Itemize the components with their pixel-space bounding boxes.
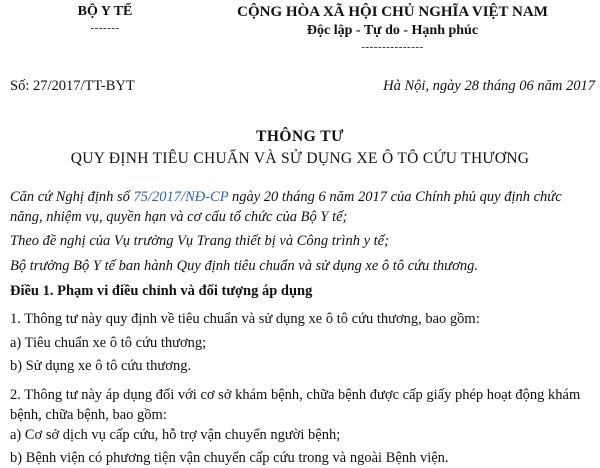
clause-2: 2. Thông tư này áp dụng đối với cơ sở khám bệnh, chữa bệnh được cấp giấy phép hoạt động khám bệnh, chữa bệnh, bao gồm: (10, 387, 581, 423)
document-type: THÔNG TƯ (256, 128, 344, 145)
document-title: QUY ĐỊNH TIÊU CHUẨN VÀ SỬ DỤNG XE Ô TÔ CỨU THƯƠNG (70, 150, 530, 167)
national-motto: Độc lập - Tự do - Hạnh phúc (306, 23, 479, 38)
article-1-heading: Điều 1. Phạm vi điều chỉnh và đối tượng áp dụng (10, 283, 313, 299)
legal-basis-prefix: Căn cứ Nghị định số (10, 189, 134, 205)
clause-1: 1. Thông tư này quy định về tiêu chuẩn và sử dụng xe ô tô cứu thương, bao gồm: (10, 311, 480, 327)
clause-2-point-a: a) Cơ sở dịch vụ cấp cứu, hỗ trợ vận chuyển người bệnh; (10, 427, 341, 443)
motto-underline: --------------- (361, 41, 424, 53)
ministry-underline: ------- (90, 22, 120, 34)
place-and-date: Hà Nội, ngày 28 tháng 06 năm 2017 (383, 78, 595, 94)
proposal-paragraph: Theo đề nghị của Vụ trưởng Vụ Trang thiết bị và Công trình y tế; (10, 233, 389, 249)
decree-link[interactable]: 75/2017/NĐ-CP (133, 189, 229, 205)
document-number: Số: 27/2017/TT-BYT (10, 78, 135, 94)
clause-1-point-a: a) Tiêu chuẩn xe ô tô cứu thương; (10, 335, 207, 351)
enactment-paragraph: Bộ trưởng Bộ Y tế ban hành Quy định tiêu chuẩn và sử dụng xe ô tô cứu thương. (10, 258, 478, 274)
issuing-ministry: BỘ Y TẾ (77, 4, 133, 19)
nation-title: CỘNG HÒA XÃ HỘI CHỦ NGHĨA VIỆT NAM (237, 4, 548, 20)
clause-2-point-b: b) Bệnh viện có phương tiện vận chuyển cấp cứu trong và ngoài Bệnh viện. (10, 450, 449, 466)
legal-basis-paragraph (10, 187, 595, 227)
clause-1-point-b: b) Sử dụng xe ô tô cứu thương. (10, 358, 192, 374)
legal-basis-suffix: ngày 20 tháng 6 năm 2017 của Chính phủ quy định chức năng, nhiệm vụ, quyền hạn và cơ cấu tổ chức của Bộ Y tế; (10, 189, 562, 225)
